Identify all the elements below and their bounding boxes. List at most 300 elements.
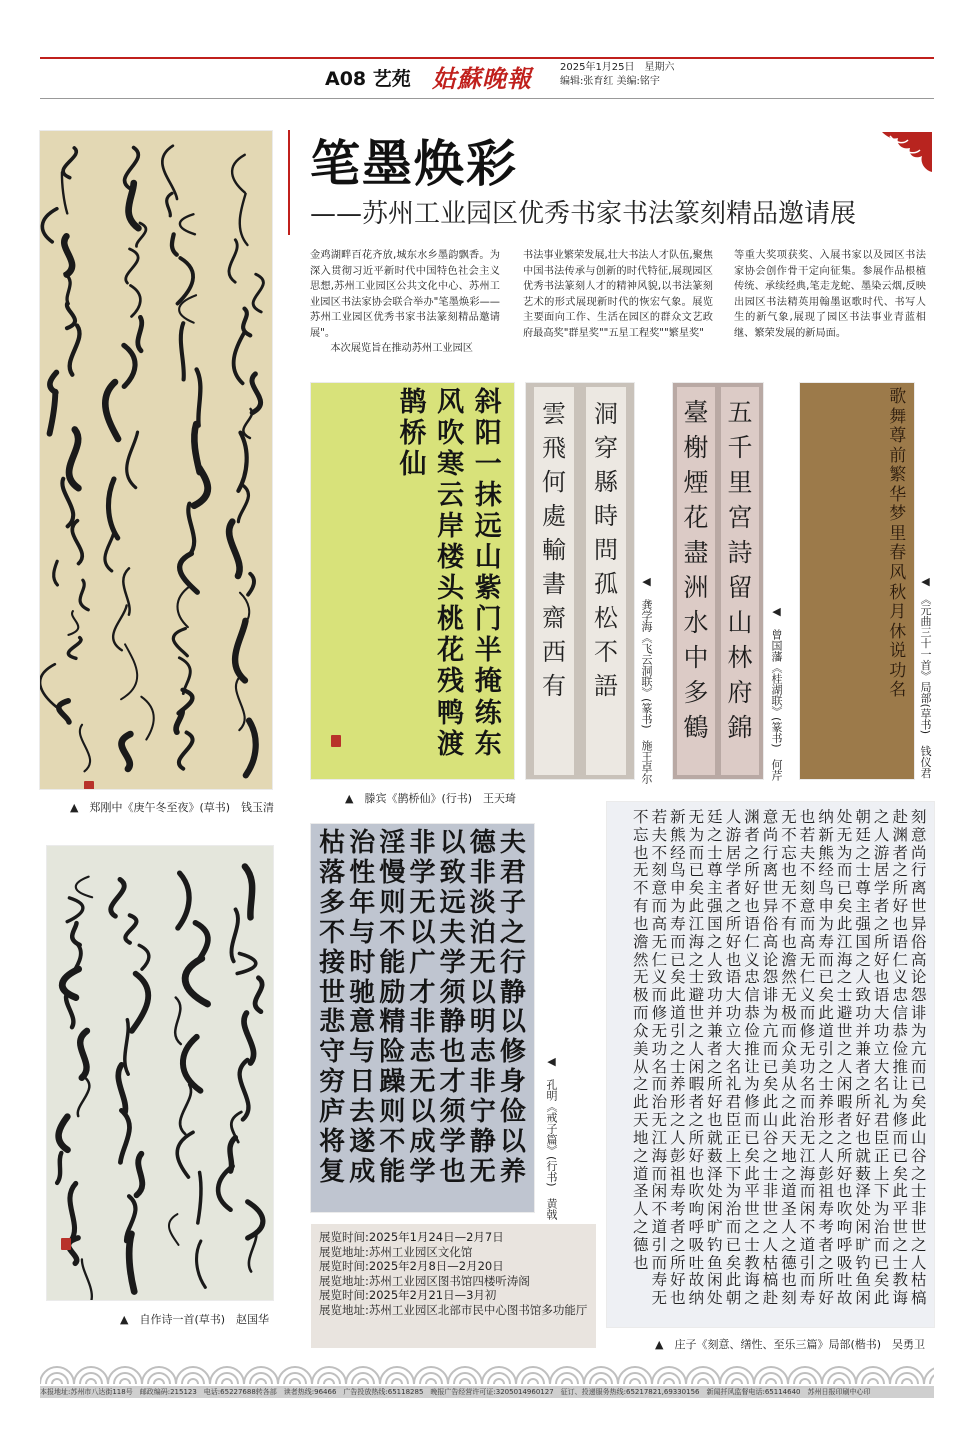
calligraphy-char: 正 (725, 1128, 742, 1147)
caption-zheng: ▲ 郑刚中《庚午冬至夜》(草书) 钱玉清 (70, 801, 275, 814)
calligraphy-char: 松 (594, 604, 618, 632)
calligraphy-char: 紫 (474, 573, 502, 605)
calligraphy-char: 也 (892, 914, 908, 933)
calligraphy-char: 鸟 (670, 861, 686, 880)
brush-stroke (194, 468, 208, 506)
calligraphy-char: 悲 (319, 1007, 346, 1038)
calligraphy-char: 薮 (707, 1146, 723, 1165)
calligraphy-char: 之 (707, 825, 723, 844)
artist-seal (331, 735, 341, 747)
zheng-calligraphy (40, 131, 272, 789)
brush-stroke (80, 1031, 87, 1078)
calligraphy-char: 无 (651, 1289, 668, 1308)
brush-stroke (179, 658, 190, 694)
calligraphy-char: 秋 (889, 582, 907, 603)
calligraphy-char: 然 (781, 968, 797, 987)
calligraphy-char: 美 (633, 1039, 649, 1058)
calligraphy-char: 无 (781, 986, 797, 1005)
calligraphy-char: 此 (670, 986, 686, 1005)
calligraphy-char: 海 (651, 1146, 668, 1165)
calligraphy-char: 矣 (873, 1271, 890, 1290)
calligraphy-char: 里 (727, 468, 753, 497)
calligraphy-char: 雲 (542, 400, 566, 428)
calligraphy-char: 矣 (836, 897, 853, 916)
calligraphy-char: 高 (910, 950, 927, 969)
calligraphy-char: 岸 (437, 511, 465, 543)
calligraphy-char: 无 (469, 1156, 496, 1187)
calligraphy-char: 功 (889, 660, 907, 681)
calligraphy-char: 功 (651, 1039, 668, 1058)
brush-stroke (65, 274, 70, 304)
calligraphy-char: 寒 (437, 449, 465, 481)
calligraphy-char: 好 (836, 1164, 853, 1183)
calligraphy-char: 纳 (688, 1289, 705, 1308)
calligraphy-char: 恭 (892, 1021, 908, 1040)
calligraphy-char: 一 (474, 449, 502, 481)
calligraphy-char: 为 (818, 914, 834, 933)
calligraphy-char: 矣 (725, 1253, 742, 1272)
calligraphy-char: 宁 (469, 1097, 496, 1128)
brush-stroke (129, 183, 139, 228)
calligraphy-char: 意 (799, 897, 816, 916)
calligraphy-char: 也 (836, 1182, 853, 1201)
calligraphy-char: 让 (892, 1075, 908, 1094)
brush-stroke (54, 561, 58, 585)
calligraphy-char: 名 (873, 1075, 890, 1094)
calligraphy-char: 为 (762, 1004, 779, 1023)
artwork-kongming-running (311, 824, 534, 1212)
calligraphy-char: 之 (818, 1057, 834, 1076)
calligraphy-char: 为 (910, 1021, 927, 1040)
calligraphy-char: 好 (855, 1111, 871, 1130)
calligraphy-char: 强 (855, 914, 871, 933)
calligraphy-char: 泽 (855, 1182, 871, 1201)
calligraphy-char: 者 (892, 843, 908, 862)
calligraphy-char: 之 (836, 1039, 853, 1058)
calligraphy-char: 忘 (781, 843, 797, 862)
calligraphy-char: 高 (799, 932, 816, 951)
calligraphy-char: 洞 (594, 400, 618, 428)
calligraphy-char: 枯 (910, 1271, 927, 1290)
calligraphy-char: 大 (873, 1057, 890, 1076)
calligraphy-char: 不 (379, 1127, 406, 1157)
calligraphy-char: 仁 (744, 932, 760, 951)
calligraphy-char: 尚 (762, 825, 779, 844)
calligraphy-char: 已 (892, 1146, 908, 1165)
brush-stroke (127, 432, 138, 488)
calligraphy-char: 俭 (892, 1039, 908, 1058)
calligraphy-char: 吹 (836, 1200, 853, 1219)
calligraphy-char: 居 (725, 843, 742, 862)
calligraphy-char: 士 (762, 1164, 779, 1183)
brush-stroke (180, 214, 195, 234)
calligraphy-char: 志 (409, 1037, 436, 1068)
calligraphy-char: 呼 (688, 1217, 705, 1236)
calligraphy-char: 此 (744, 1164, 760, 1183)
calligraphy-char: 遂 (349, 1127, 376, 1157)
calligraphy-char: 无 (409, 887, 436, 918)
calligraphy-char: 致 (707, 968, 723, 987)
calligraphy-char: 詩 (727, 538, 753, 567)
calligraphy-char: 头 (437, 573, 465, 605)
calligraphy-char: 之 (910, 1235, 927, 1254)
calligraphy-char: 功 (725, 1004, 742, 1023)
calligraphy-char: 寿 (818, 1200, 834, 1219)
calligraphy-char: 之 (818, 1253, 834, 1272)
calligraphy-char: 夫 (651, 825, 668, 844)
calligraphy-char: 之 (781, 1164, 797, 1183)
calligraphy-char: 道 (651, 1217, 668, 1236)
calligraphy-char: 尊 (855, 879, 871, 898)
calligraphy-char: 意 (651, 879, 668, 898)
calligraphy-char: 治 (651, 1093, 668, 1112)
calligraphy-char: 而 (892, 1128, 908, 1147)
calligraphy-char: 渊 (892, 825, 908, 844)
calligraphy-char: 功 (799, 1057, 816, 1076)
brush-stroke (198, 1172, 201, 1223)
calligraphy-char: 引 (818, 1039, 834, 1058)
calligraphy-char: 俗 (762, 914, 779, 933)
calligraphy-char: 谷 (762, 1128, 779, 1147)
brush-stroke (243, 409, 252, 438)
calligraphy-char: 学 (439, 1127, 466, 1157)
calligraphy-char: 寿 (670, 1182, 686, 1201)
calligraphy-char: 不 (319, 917, 346, 948)
calligraphy-char: 齋 (542, 604, 566, 632)
calligraphy-char: 不 (379, 917, 406, 948)
calligraphy-char: 东 (474, 728, 502, 760)
brush-stroke (173, 628, 187, 655)
calligraphy-char: 离 (762, 861, 779, 880)
calligraphy-char: 极 (633, 986, 649, 1005)
calligraphy-char: 道 (670, 1004, 686, 1023)
calligraphy-char: 形 (670, 1093, 686, 1112)
calligraphy-char: 学 (725, 861, 742, 880)
brush-stroke (132, 974, 148, 1031)
calligraphy-char: 也 (688, 1164, 705, 1183)
calligraphy-char: 新 (670, 808, 686, 826)
brush-stroke (175, 998, 181, 1045)
calligraphy-char: 正 (873, 1146, 890, 1165)
calligraphy-char: 枯 (762, 1253, 779, 1272)
calligraphy-char: 学 (409, 1156, 436, 1187)
calligraphy-char: 而 (799, 1271, 816, 1290)
calligraphy-char: 人 (762, 1235, 779, 1254)
calligraphy-char: 闲 (651, 1182, 668, 1201)
calligraphy-char: 非 (409, 1007, 436, 1038)
brush-stroke (62, 969, 78, 998)
calligraphy-char: 君 (873, 1111, 890, 1130)
brush-stroke (229, 522, 240, 576)
calligraphy-char: 泊 (469, 917, 496, 948)
brush-stroke (126, 249, 138, 283)
calligraphy-char: 桃 (437, 604, 465, 636)
zizuo-calligraphy (47, 846, 273, 1300)
calligraphy-char: 穷 (319, 1067, 346, 1098)
calligraphy-char: 海 (836, 950, 853, 969)
brush-stroke (67, 898, 83, 922)
calligraphy-char: 府 (727, 678, 753, 707)
calligraphy-char: 道 (799, 1235, 816, 1254)
calligraphy-char: 士 (892, 1253, 908, 1272)
calligraphy-char: 人 (781, 1217, 797, 1236)
calligraphy-char: 之 (892, 861, 908, 880)
calligraphy-char: 而 (651, 1075, 668, 1094)
calligraphy-char: 之 (892, 1235, 908, 1254)
calligraphy-char: 錦 (727, 713, 753, 742)
calligraphy-char: 养 (499, 1156, 526, 1187)
calligraphy-char: 躁 (379, 1067, 406, 1098)
brush-stroke (172, 234, 177, 254)
calligraphy-char: 人 (707, 950, 723, 969)
calligraphy-char: 矣 (910, 1093, 927, 1112)
brush-stroke (62, 172, 67, 213)
calligraphy-char: 故 (688, 1271, 705, 1290)
brush-stroke (118, 1065, 125, 1113)
calligraphy-char: 此 (781, 1111, 797, 1130)
brush-stroke (80, 580, 88, 610)
calligraphy-char: 则 (379, 1097, 406, 1128)
calligraphy-char: 人 (725, 808, 742, 826)
calligraphy-char: 处 (836, 808, 853, 826)
calligraphy-char: 日 (349, 1067, 376, 1098)
calligraphy-char: 形 (818, 1111, 834, 1130)
article-subtitle: ——苏州工业园区优秀书家书法篆刻精品邀请展 (310, 199, 857, 229)
calligraphy-char: 已 (744, 1128, 760, 1147)
calligraphy-char: 时 (349, 947, 376, 978)
calligraphy-char: 经 (670, 843, 686, 862)
calligraphy-char: 而 (910, 1057, 927, 1076)
calligraphy-char: 泽 (707, 1164, 723, 1183)
calligraphy-char: 士 (670, 1057, 686, 1076)
brush-stroke (177, 1132, 193, 1177)
calligraphy-char: 臺 (683, 398, 709, 427)
calligraphy-char: 以 (469, 977, 496, 1008)
calligraphy-char: 彭 (818, 1164, 834, 1183)
couplet-scroll-right (721, 387, 759, 775)
calligraphy-char: 闲 (836, 1075, 853, 1094)
calligraphy-char: 风 (437, 387, 465, 418)
calligraphy-char: 为 (873, 1200, 890, 1219)
calligraphy-char: 远 (474, 511, 502, 543)
calligraphy-char: 山 (910, 1128, 927, 1147)
calligraphy-char: 寿 (799, 1289, 816, 1308)
calligraphy-char: 之 (836, 968, 853, 987)
calligraphy-char: 险 (379, 1037, 406, 1068)
exhibition-line-5: 展览时间:2025年2月21日—3月初 (319, 1288, 497, 1302)
calligraphy-char: 江 (688, 914, 705, 933)
footer-info: 本报地址:苏州市八达街118号 邮政编码:215123 电话:65227688转各部 读者热线:96466 广告投放热线:65118285 晚报广告经营许可证:3205014960127 征订、投递服务热线:65217821,69330156 新闻扦风监督电话:65114640 苏州日报印刷中心印 (40, 1386, 934, 1398)
calligraphy-char: 不 (781, 825, 797, 844)
calligraphy-char: 语 (873, 986, 890, 1005)
artist-seal (61, 1238, 71, 1250)
calligraphy-char: 西 (542, 638, 566, 666)
calligraphy-char: 而 (818, 950, 834, 969)
calligraphy-char: 道 (633, 1164, 649, 1183)
calligraphy-char: 人 (855, 968, 871, 987)
brush-stroke (237, 953, 256, 973)
calligraphy-char: 亢 (762, 1021, 779, 1040)
artist-seal (84, 781, 94, 789)
calligraphy-char: 鱼 (855, 1271, 871, 1290)
calligraphy-char: 而 (799, 914, 816, 933)
calligraphy-char: 闲 (707, 1200, 723, 1219)
calligraphy-char: 推 (892, 1057, 908, 1076)
calligraphy-char: 吸 (836, 1253, 853, 1272)
calligraphy-char: 而 (762, 1039, 779, 1058)
calligraphy-char: 之 (744, 1217, 760, 1236)
calligraphy-char: 信 (892, 1004, 908, 1023)
brush-stroke (169, 1214, 179, 1245)
calligraphy-char: 诲 (892, 1289, 908, 1308)
calligraphy-char: 从 (781, 1075, 797, 1094)
caption-zizuo: ▲ 自作诗一首(草书) 赵国华 (120, 1313, 270, 1326)
calligraphy-char: 也 (855, 1128, 871, 1147)
calligraphy-char: 志 (469, 1037, 496, 1068)
calligraphy-char: 圣 (781, 1200, 797, 1219)
calligraphy-char: 驰 (349, 977, 376, 1008)
wave-ornament-band (40, 1358, 934, 1384)
calligraphy-char: 道 (818, 1021, 834, 1040)
calligraphy-char: 就 (707, 1128, 723, 1147)
calligraphy-char: 鸭 (437, 697, 465, 729)
calligraphy-char: 士 (910, 1182, 927, 1201)
calligraphy-char: 休 (889, 621, 907, 642)
brush-stroke (181, 323, 184, 379)
calligraphy-char: 世 (319, 977, 346, 1008)
calligraphy-char: 也 (633, 914, 649, 933)
calligraphy-char: 练 (474, 697, 502, 729)
calligraphy-char: 之 (707, 932, 723, 951)
calligraphy-char: 为 (688, 825, 705, 844)
brush-stroke (185, 959, 207, 1004)
calligraphy-char: 之 (762, 1217, 779, 1236)
page-number: A08 艺苑 (325, 68, 411, 90)
calligraphy-char: 也 (744, 897, 760, 916)
calligraphy-char: 论 (762, 950, 779, 969)
calligraphy-char: 纳 (818, 808, 834, 826)
calligraphy-char: 之 (670, 1039, 686, 1058)
calligraphy-char: 而 (688, 843, 705, 862)
calligraphy-char: 接 (319, 947, 346, 978)
calligraphy-char: 守 (319, 1037, 346, 1068)
calligraphy-char: 极 (781, 1004, 797, 1023)
calligraphy-char: 掩 (474, 666, 502, 698)
calligraphy-char: 之 (855, 950, 871, 969)
calligraphy-char: 教 (744, 1253, 760, 1272)
calligraphy-char: 居 (873, 861, 890, 880)
calligraphy-char: 所 (892, 879, 908, 898)
calligraphy-char: 槁 (910, 1289, 927, 1308)
calligraphy-char: 语 (725, 968, 742, 987)
calligraphy-char: 刻 (781, 1289, 797, 1308)
calligraphy-char: 去 (349, 1097, 376, 1128)
calligraphy-char: 之 (744, 1289, 760, 1308)
calligraphy-char: 德 (633, 1235, 649, 1254)
calligraphy-char: 矣 (762, 1075, 779, 1094)
calligraphy-char: 语 (892, 932, 908, 951)
calligraphy-char: 华 (889, 484, 907, 505)
calligraphy-char: 以 (409, 917, 436, 948)
brush-stroke (63, 148, 76, 178)
calligraphy-char: 忘 (633, 825, 649, 844)
brush-stroke (246, 721, 256, 776)
calligraphy-char: 花 (437, 635, 465, 667)
calligraphy-char: 已 (762, 1057, 779, 1076)
calligraphy-char: 好 (725, 932, 742, 951)
calligraphy-char: 此 (892, 1182, 908, 1201)
calligraphy-char: 无 (688, 808, 705, 826)
exhibition-info-box (311, 1224, 596, 1348)
calligraphy-char: 闲 (855, 1289, 871, 1308)
calligraphy-char: 学 (439, 947, 466, 978)
calligraphy-char: 不 (633, 879, 649, 898)
calligraphy-char: 而 (799, 1004, 816, 1023)
calligraphy-char: 闲 (707, 1271, 723, 1290)
calligraphy-char: 不 (781, 897, 797, 916)
calligraphy-char: 之 (707, 1057, 723, 1076)
brush-stroke (197, 1241, 206, 1287)
calligraphy-char: 海 (799, 1164, 816, 1183)
calligraphy-char: 此 (688, 897, 705, 916)
calligraphy-char: 人 (818, 1146, 834, 1165)
header-bottom-rule (40, 98, 934, 99)
calligraphy-char: 之 (818, 1128, 834, 1147)
calligraphy-char: 下 (873, 1182, 890, 1201)
calligraphy-char: 此 (873, 1289, 890, 1308)
calligraphy-char: 之 (499, 917, 526, 948)
calligraphy-char: 有 (542, 672, 566, 700)
calligraphy-char: 而 (799, 1182, 816, 1201)
calligraphy-char: 怨 (910, 986, 927, 1005)
calligraphy-char: 避 (688, 986, 705, 1005)
calligraphy-char: 兼 (855, 1039, 871, 1058)
calligraphy-char: 天 (781, 1128, 797, 1147)
calligraphy-char: 新 (818, 825, 834, 844)
calligraphy-char: 士 (855, 861, 871, 880)
calligraphy-char: 行 (762, 843, 779, 862)
calligraphy-char: 矣 (670, 968, 686, 987)
brush-stroke (188, 504, 194, 555)
calligraphy-char: 所 (707, 1075, 723, 1094)
calligraphy-char: 阳 (474, 418, 502, 450)
calligraphy-char: 刻 (651, 861, 668, 880)
calligraphy-char: 申 (670, 879, 686, 898)
calligraphy-char: 士 (707, 843, 723, 862)
calligraphy-char: 梦 (889, 504, 907, 525)
calligraphy-char: 江 (651, 1128, 668, 1147)
calligraphy-char: 道 (781, 1182, 797, 1201)
brush-stroke (244, 1013, 254, 1063)
brush-stroke (78, 1075, 90, 1116)
calligraphy-char: 已 (910, 1075, 927, 1094)
calligraphy-char: 暇 (836, 1093, 853, 1112)
calligraphy-char: 寿 (818, 932, 834, 951)
brush-stroke (255, 978, 262, 1012)
calligraphy-char: 有 (781, 914, 797, 933)
calligraphy-char: 枯 (319, 828, 346, 858)
calligraphy-char: 所 (836, 1146, 853, 1165)
calligraphy-char: 俭 (499, 1097, 526, 1128)
brush-stroke (235, 621, 245, 681)
calligraphy-char: 前 (889, 445, 907, 466)
calligraphy-char: 以 (439, 828, 466, 858)
couplet-scroll-left (677, 387, 715, 775)
calligraphy-char: 异 (910, 914, 927, 933)
calligraphy-char: 经 (818, 861, 834, 880)
calligraphy-char: 赴 (892, 808, 908, 826)
article-column-3: 等重大奖项获奖、入展书家以及园区书法家协会创作骨干定向征集。参展作品根植传统、承续经典,笔走龙蛇、墨染云烟,反映出园区书法精英用翰墨讴歌时代、书写人生的新气象,展现了园区书法事业青蓝相继、繁荣发展的新局面。 (734, 250, 926, 339)
